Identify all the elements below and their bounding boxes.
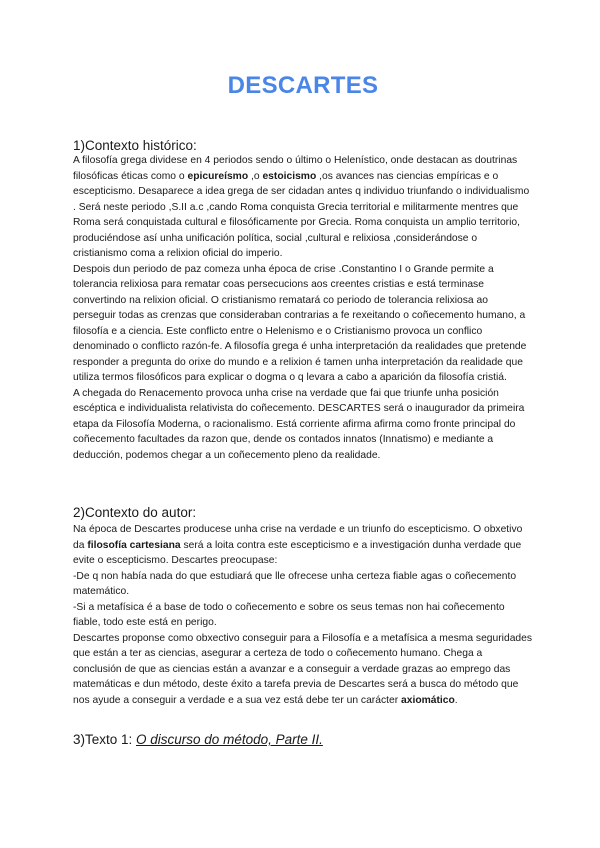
section1-paragraph-3: A chegada do Renacemento provoca unha crise na verdade que fai que triunfe unha posición escéptica e individualista relativista do coñecemento. DESCARTES será o inaugurador da primeira etapa da Filosofía Moderna, o racionalismo. Está corriente afirma afirma como fronte principal do coñecemento facultades da razon que, dende os contados innatos (Innatismo) e mediante a deducción, podemos chegar a un coñecemento pleno da realidade. (73, 387, 525, 461)
term-epicureismo: epicureísmo (187, 170, 249, 182)
section2-paragraph-1: Na época de Descartes producese unha crise na verdade e un triunfo do escepticismo. O obxetivo da filosofía cartesiana será a loita contra este escepticismo e a investigación dunha verdade que evite o escepticismo. Descartes preocupase: (73, 524, 523, 566)
section2-paragraph-4: Descartes proponse como obxectivo conseguir para a Filosofía e a metafísica a mesma seguridades que están a ter as ciencias, asegurar a certeza de todo o coñecemento humano. Chega a conclusión de que as ciencias están a avanzar e a conseguir a verdade grazas ao emprego das matemáticas e dun método, deste éxito a tarefa previa de Descartes será a busca do método que nos ayude a conseguir a verdade e a sua vez está debe ter un carácter axiomático. (73, 632, 533, 706)
text-reference-link: O discurso do método, Parte II. (136, 732, 323, 747)
term-axiomatico: axiomático (401, 694, 455, 706)
section1-paragraph-1: A filosofía grega dividese en 4 periodos sendo o último o Helenístico, onde destacan as doutrinas filosóficas éticas como o epicureísmo ,o estoicismo ,os avances nas ciencias empíricas e o escepticismo. Desaparece a idea grega de ser cidadan antes q individuo triunfando o individualismo . Será neste periodo ,S.II a.c ,cando Roma conquista Grecia territorial e militarmente mentres que Roma será conquistada cultural e filosóficamente por Grecia. Roma conquista un amplio territorio, produciéndose así unha unificación política, social ,cultural e relixiosa ,considerándose o cristianismo coma a relixion oficial do imperio. (73, 155, 530, 259)
document-title: DESCARTES (227, 72, 379, 99)
section1-body (73, 153, 533, 463)
section2-heading: 2)Contexto do autor: (73, 505, 197, 520)
term-estoicismo: estoicismo (262, 170, 317, 182)
section1-paragraph-2: Despois dun periodo de paz comeza unha época de crise .Constantino I o Grande permite a tolerancia relixiosa para rematar coas persecucions aos creentes cristias e está terminase convertindo na relixion oficial. O cristianismo rematará co periodo de tolerancia relixiosa ao perseguir todas as crenzas que consideraban contrarias a fe rexeitando o coñecemento humano, a filosofía e a ciencia. Este conflicto entre o Helenismo e o Cristianismo provoca un conflico denominado o conflicto razón-fe. A filosofía grega é unha interpretación da realidades que pretende responder a pregunta do orixe do mundo e a relixion é tamen unha interpretación da realidade que utiliza termos filosóficos para explicar o dogma o q levara a cabo a aparición da filosofía cristiá. (73, 263, 527, 383)
section2-paragraph-2: -De q non había nada do que estudiará que lle ofrecese unha certeza fiable agas o coñecemento matemático. (73, 570, 517, 597)
section3-heading: 3)Texto 1: O discurso do método, Parte II. (73, 732, 323, 747)
section1-heading: 1)Contexto histórico: (73, 138, 197, 153)
term-filosofia-cartesiana: filosofía cartesiana (87, 539, 181, 551)
section2-paragraph-3: -Si a metafísica é a base de todo o coñecemento e sobre os seus temas non hai coñecemento fiable, todo este está en perigo. (73, 601, 505, 628)
section2-body (73, 522, 533, 708)
